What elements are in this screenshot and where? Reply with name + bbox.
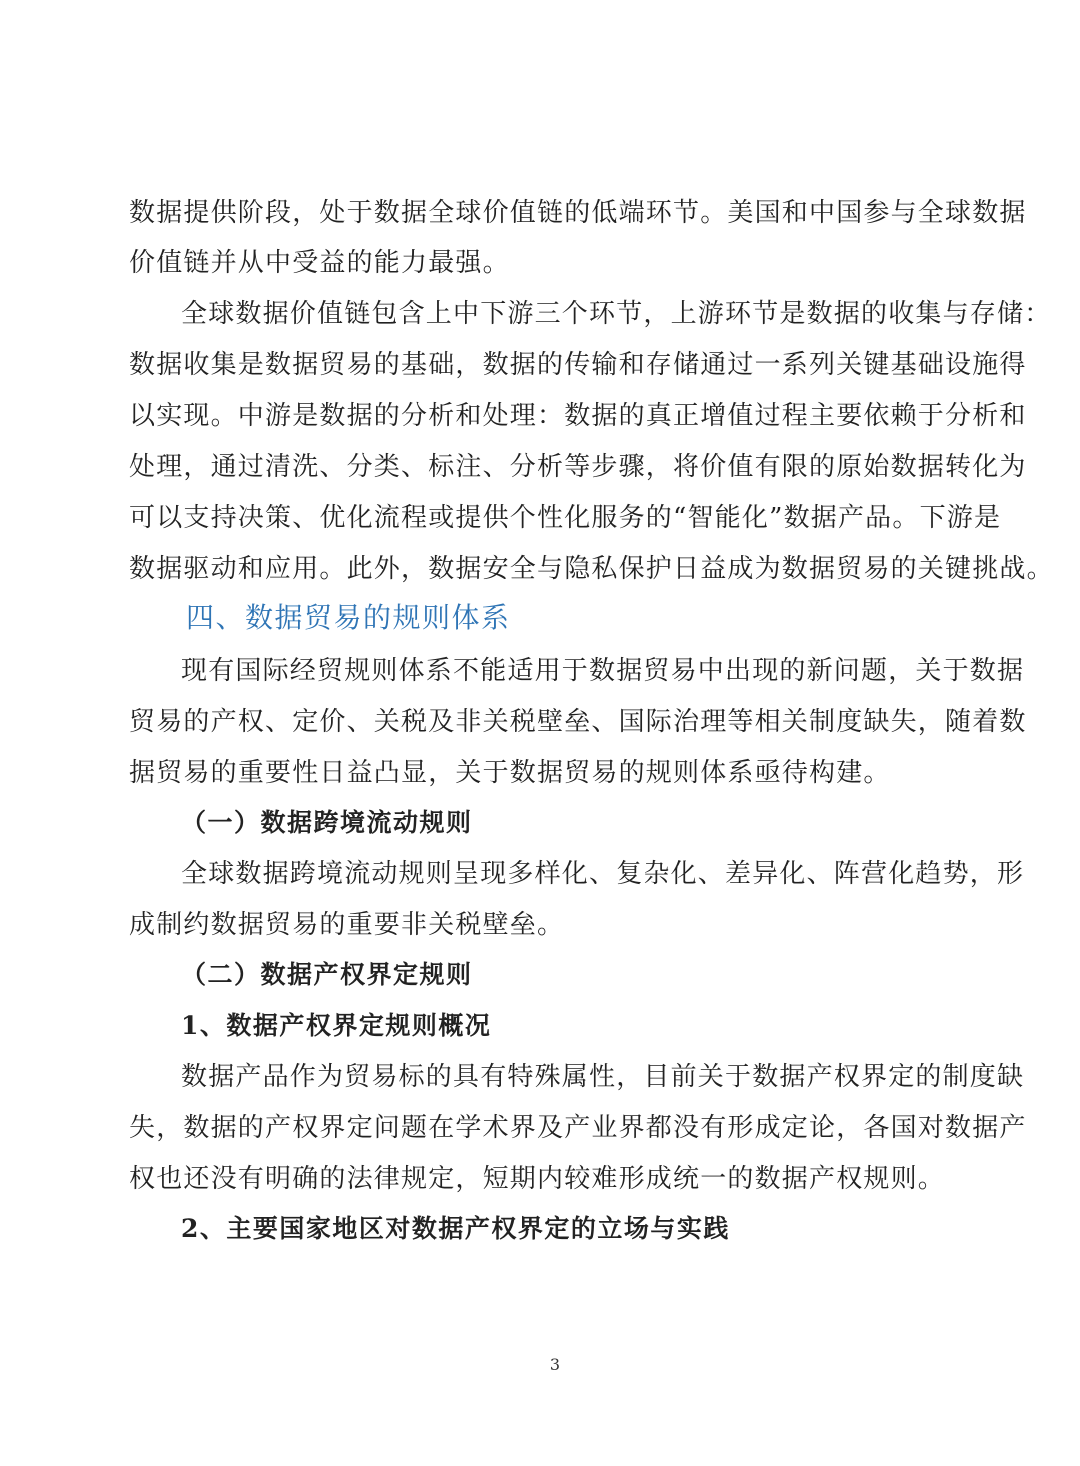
body-text-line: 数据提供阶段，处于数据全球价值链的低端环节。美国和中国参与全球数据 bbox=[129, 198, 1027, 228]
body-text-line: 处理，通过清洗、分类、标注、分析等步骤，将价值有限的原始数据转化为 bbox=[129, 452, 1027, 482]
numbered-heading: 1、数据产权界定规则概况 bbox=[181, 1011, 492, 1040]
body-text-line: 成制约数据贸易的重要非关税壁垒。 bbox=[129, 910, 565, 940]
body-text-line: 数据驱动和应用。此外，数据安全与隐私保护日益成为数据贸易的关键挑战。 bbox=[129, 554, 1054, 584]
subsection-heading: （一）数据跨境流动规则 bbox=[181, 808, 473, 837]
body-text-line: 贸易的产权、定价、关税及非关税壁垒、国际治理等相关制度缺失，随着数 bbox=[129, 707, 1027, 737]
body-text-line: 可以支持决策、优化流程或提供个性化服务的“智能化”数据产品。下游是 bbox=[129, 503, 1002, 533]
page-number: 3 bbox=[549, 1355, 561, 1374]
body-text-line: 价值链并从中受益的能力最强。 bbox=[129, 248, 510, 278]
body-text-line: 全球数据价值链包含上中下游三个环节，上游环节是数据的收集与存储： bbox=[181, 299, 1052, 329]
body-text-line: 数据产品作为贸易标的具有特殊属性，目前关于数据产权界定的制度缺 bbox=[181, 1062, 1025, 1092]
section-heading: 四、数据贸易的规则体系 bbox=[186, 601, 511, 634]
body-text-line: 以实现。中游是数据的分析和处理：数据的真正增值过程主要依赖于分析和 bbox=[129, 401, 1027, 431]
body-text-line: 据贸易的重要性日益凸显，关于数据贸易的规则体系亟待构建。 bbox=[129, 758, 891, 788]
subsection-heading: （二）数据产权界定规则 bbox=[181, 960, 473, 989]
body-text-line: 失，数据的产权界定问题在学术界及产业界都没有形成定论，各国对数据产 bbox=[129, 1113, 1027, 1143]
body-text-line: 全球数据跨境流动规则呈现多样化、复杂化、差异化、阵营化趋势，形 bbox=[181, 859, 1025, 889]
body-text-line: 现有国际经贸规则体系不能适用于数据贸易中出现的新问题，关于数据 bbox=[181, 656, 1025, 686]
body-text-line: 数据收集是数据贸易的基础，数据的传输和存储通过一系列关键基础设施得 bbox=[129, 350, 1027, 380]
body-text-line: 权也还没有明确的法律规定，短期内较难形成统一的数据产权规则。 bbox=[129, 1164, 946, 1194]
numbered-heading: 2、主要国家地区对数据产权界定的立场与实践 bbox=[181, 1214, 730, 1243]
